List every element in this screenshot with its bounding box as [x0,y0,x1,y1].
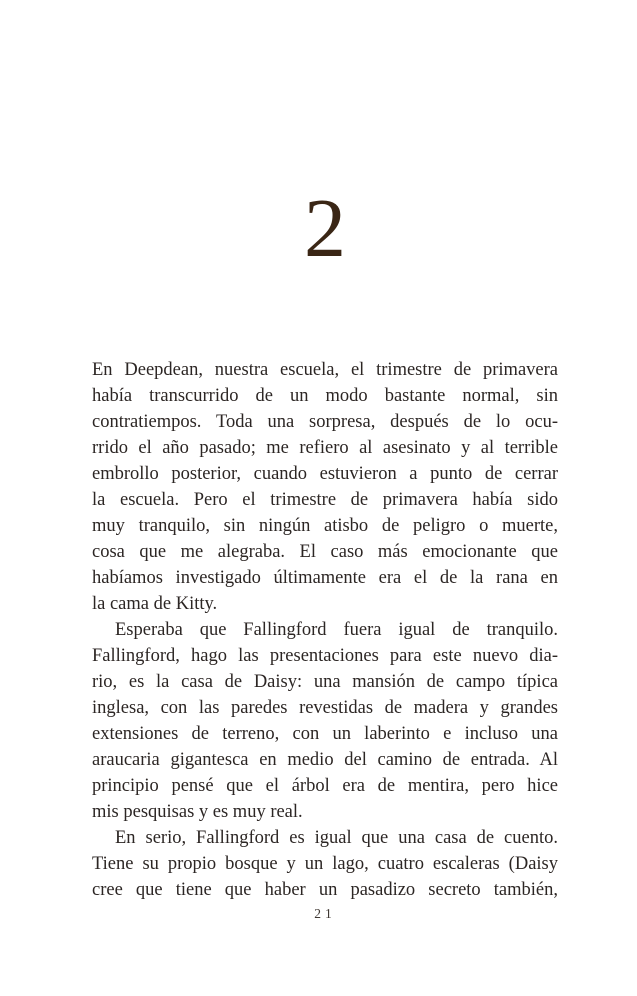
text-line: inglesa, con las paredes revestidas de madera y grandes [92,698,558,718]
text-line: extensiones de terreno, con un laberinto e incluso una [92,724,558,744]
text-line: rio, es la casa de Daisy: una mansión de campo típica [92,672,558,692]
text-line: había transcurrido de un modo bastante normal, sin [92,386,558,406]
text-line: cree que tiene que haber un pasadizo secreto también, [92,880,558,900]
text-line: embrollo posterior, cuando estuvieron a punto de cerrar [92,464,558,484]
text-line: muy tranquilo, sin ningún atisbo de peligro o muerte, [92,516,558,536]
text-line: araucaria gigantesca en medio del camino de entrada. Al [92,750,558,770]
text-line: contratiempos. Toda una sorpresa, después de lo ocu- [92,412,558,432]
text-line: Esperaba que Fallingford fuera igual de tranquilo. [115,620,558,640]
chapter-number: 2 [304,182,346,275]
body-text [92,357,558,903]
text-line: rrido el año pasado; me refiero al asesinato y al terrible [92,438,558,458]
text-line: cosa que me alegraba. El caso más emocionante que [92,542,558,562]
text-line: Fallingford, hago las presentaciones para este nuevo dia- [92,646,558,666]
text-line: Tiene su propio bosque y un lago, cuatro escaleras (Daisy [92,854,558,874]
text-line: mis pesquisas y es muy real. [92,802,303,822]
text-line: principio pensé que el árbol era de mentira, pero hice [92,776,558,796]
text-line: En serio, Fallingford es igual que una casa de cuento. [115,828,558,848]
text-line: la cama de Kitty. [92,594,218,614]
text-line: En Deepdean, nuestra escuela, el trimestre de primavera [92,360,558,380]
text-line: la escuela. Pero el trimestre de primavera había sido [92,490,558,510]
text-line: habíamos investigado últimamente era el de la rana en [92,568,558,588]
page-number: 21 [314,906,336,921]
